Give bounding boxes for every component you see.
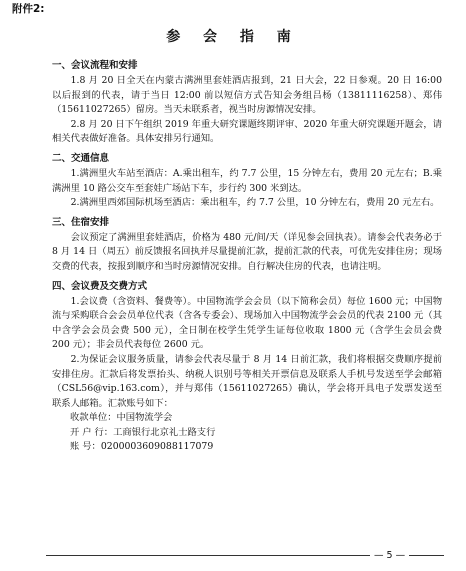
payee-account-value: 0200003609088117079 (100, 441, 214, 453)
attachment-label: 附件2: (12, 3, 45, 15)
section-heading-fees: 四、会议费及交费方式 (52, 280, 148, 292)
paragraph: 2.8 月 20 日下午组织 2019 年重大研究课题终期评审、2020 年重大研究课题开题会，请相关代表做好准备。具体安排另行通知。 (52, 118, 442, 145)
payee-bank-value: 工商银行北京礼士路支行 (113, 426, 216, 438)
paragraph: 1.会议费（含资料、餐费等）。中国物流学会会员（以下简称会员）每位 1600 元；中国物流与采购联合会会员单位代表（含各专委会）、现场加入中国物流学会会员的代表 2100 元（其中含学会会员会费 500 元），全日制在校学生凭学生证每位收取 1800 元（含学生会员会费 200 元）；非会员代表每位 2600 元。 (52, 295, 442, 351)
payee-name-row (52, 411, 442, 426)
section-heading-transport: 二、交通信息 (52, 152, 110, 164)
payee-account-row (52, 440, 442, 455)
payee-account-label: 账 号： (70, 441, 101, 453)
paragraph: 2.为保证会议服务质量，请参会代表尽量于 8 月 14 日前汇款，我们将根据交费顺序提前安排住房。汇款后将发票抬头、纳税人识别号等相关开票信息及联系人手机号发送至学会邮箱（CSL56@vip.163.com），并与郑伟（15611027265）确认，学会将开具电子发票发送至联系人邮箱。汇款账号如下： (52, 353, 442, 409)
payee-bank-label: 开 户 行： (70, 426, 114, 438)
section-heading-accommodation: 三、住宿安排 (52, 216, 110, 228)
paragraph: 2.满洲里西郊国际机场至酒店：乘出租车，约 7.7 公里，10 分钟左右，费用 20 元左右。 (70, 197, 440, 209)
section-heading-agenda: 一、会议流程和安排 (52, 60, 138, 71)
paragraph: 会议预定了满洲里套娃酒店，价格为 480 元/间/天（详见参会回执表）。请参会代表务必于 8 月 14 日（周五）前反馈报名回执并尽量提前汇款，提前汇款的代表，可优先安排住房；现场交费的代表，按报到顺序和当时房源情况安排。自行解决住房的代表，也请注明。 (52, 231, 442, 272)
page-number: — 5 — (370, 549, 409, 564)
payee-info (52, 411, 442, 455)
paragraph: 1.8 月 20 日全天在内蒙古满洲里套娃酒店报到，21 日大会，22 日参观。20 日 16:00 以后报到的代表，请于当日 12:00 前以短信方式告知会务组吕杨（13811116258）、郑伟（15611027265）留房。当天未联系者，视当时房源情况安排。 (52, 75, 442, 116)
payee-bank-row (52, 426, 442, 441)
payee-name-label: 收款单位： (70, 412, 117, 424)
page-title: 参 会 指 南 (166, 29, 300, 45)
paragraph: 1.满洲里火车站至酒店：A.乘出租车，约 7.7 公里，15 分钟左右，费用 20 元左右；B.乘满洲里 10 路公交车至套娃广场站下车，步行约 300 米到达。 (52, 167, 442, 194)
payee-name-value: 中国物流学会 (116, 412, 173, 424)
document-body (52, 58, 442, 455)
